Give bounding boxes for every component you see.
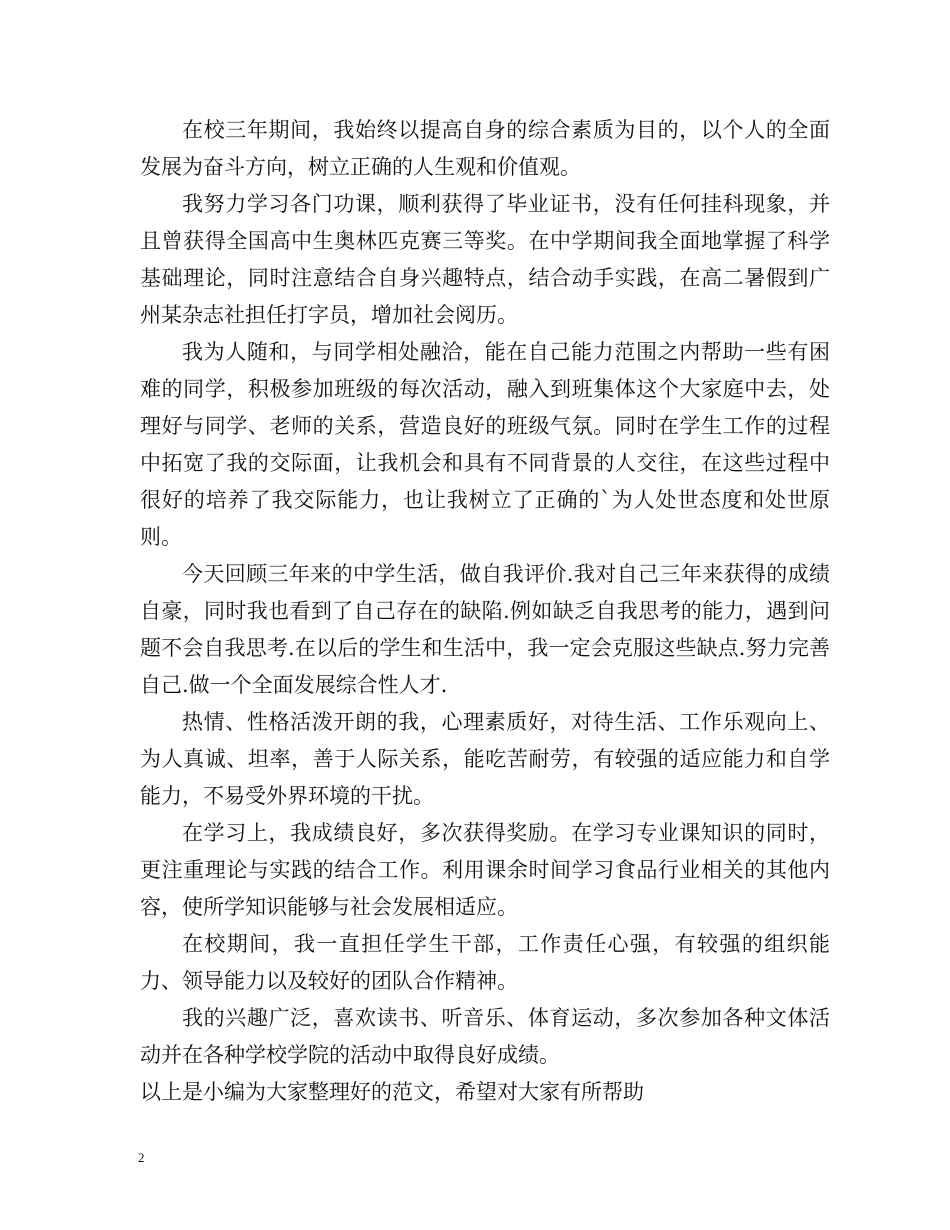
closing-line: 以上是小编为大家整理好的范文，希望对大家有所帮助 xyxy=(140,1080,644,1104)
document-body xyxy=(140,112,830,1111)
paragraph-6: 在学习上，我成绩良好，多次获得奖励。在学习专业课知识的同时，更注重理论与实践的结合工作。利用课余时间学习食品行业相关的其他内容，使所学知识能够与社会发展相适应。 xyxy=(140,821,830,919)
paragraph-4: 今天回顾三年来的中学生活，做自我评价.我对自己三年来获得的成绩自豪，同时我也看到了自己存在的缺陷.例如缺乏自我思考的能力，遇到问题不会自我思考.在以后的学生和生活中，我一定会克服这些缺点.努力完善自己.做一个全面发展综合性人才. xyxy=(140,562,830,697)
paragraph-5: 热情、性格活泼开朗的我，心理素质好，对待生活、工作乐观向上、为人真诚、坦率，善于人际关系，能吃苦耐劳，有较强的适应能力和自学能力，不易受外界环境的干扰。 xyxy=(140,710,830,808)
paragraph-8: 我的兴趣广泛，喜欢读书、听音乐、体育运动，多次参加各种文体活动并在各种学校学院的活动中取得良好成绩。 xyxy=(140,1006,830,1067)
paragraph-7: 在校期间，我一直担任学生干部，工作责任心强，有较强的组织能力、领导能力以及较好的团队合作精神。 xyxy=(140,932,830,993)
paragraph-1: 在校三年期间，我始终以提高自身的综合素质为目的，以个人的全面发展为奋斗方向，树立正确的人生观和价值观。 xyxy=(140,118,830,179)
page-number: 2 xyxy=(138,1150,145,1165)
paragraph-3: 我为人随和，与同学相处融洽，能在自己能力范围之内帮助一些有困难的同学，积极参加班级的每次活动，融入到班集体这个大家庭中去，处理好与同学、老师的关系，营造良好的班级气氛。同时在学生工作的过程中拓宽了我的交际面，让我机会和具有不同背景的人交往，在这些过程中很好的培养了我交际能力，也让我树立了正确的`为人处世态度和处世原则。 xyxy=(140,340,830,549)
paragraph-2: 我努力学习各门功课，顺利获得了毕业证书，没有任何挂科现象，并且曾获得全国高中生奥林匹克赛三等奖。在中学期间我全面地掌握了科学基础理论，同时注意结合自身兴趣特点，结合动手实践，在高二暑假到广州某杂志社担任打字员，增加社会阅历。 xyxy=(140,192,830,327)
